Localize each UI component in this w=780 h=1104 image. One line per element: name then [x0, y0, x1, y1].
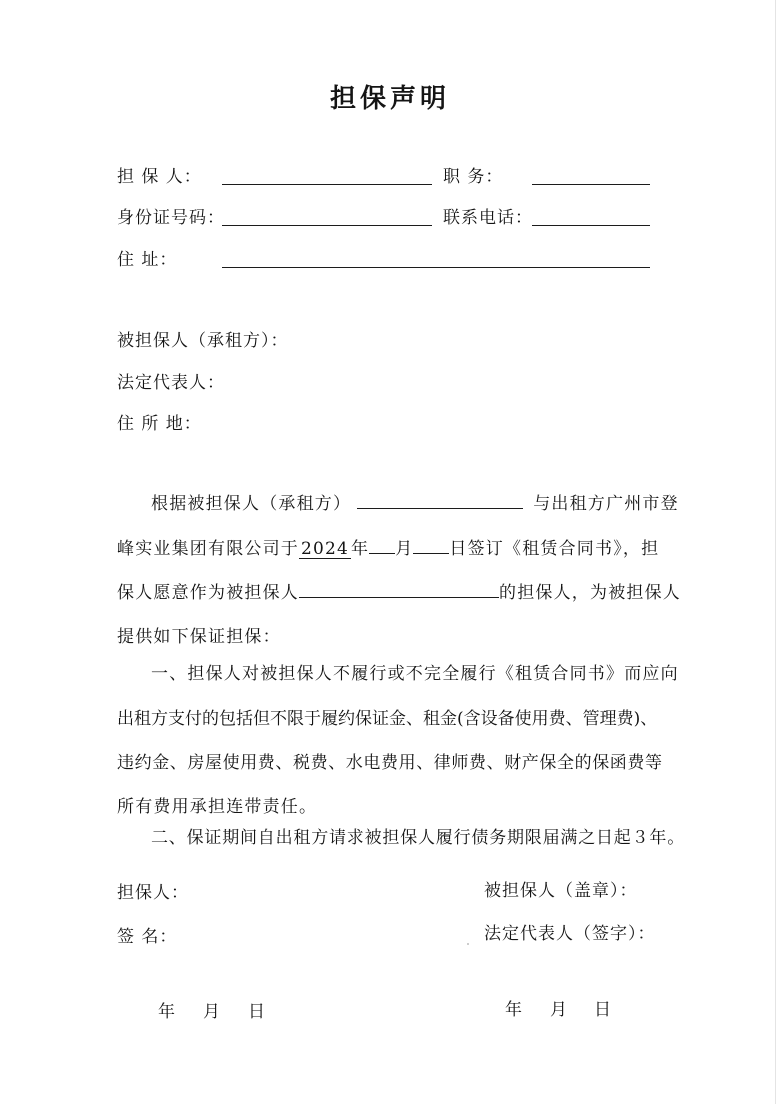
position-input-line — [532, 184, 650, 185]
signature-guaranteed-stamp-label: 被担保人（盖章）： — [484, 881, 638, 901]
paragraph-text: 与出租方广州市登 — [533, 494, 679, 514]
guarantor-label: 担 保 人： — [117, 167, 202, 187]
paragraph-text: 峰实业集团有限公司于 — [117, 539, 299, 559]
address-label: 住 址： — [117, 250, 178, 270]
paragraph-line — [151, 489, 679, 514]
address-input-line — [222, 267, 650, 268]
paragraph-text: 提供如下保证担保： — [117, 627, 281, 647]
document-title: 担保声明 — [329, 84, 450, 114]
phone-label: 联系电话： — [443, 208, 533, 228]
clause-line: 二、保证期间自出租方请求被担保人履行债务期限届满之日起３年。 — [151, 828, 685, 848]
paragraph-text: 年 — [351, 539, 370, 559]
right-date-month: 月 — [550, 1000, 568, 1020]
clause-line: 一、担保人对被担保人不履行或不完全履行《租赁合同书》而应向 — [151, 664, 679, 684]
clause-line: 出租方支付的包括但不限于履约保证金、租金(含设备使用费、管理费)、 — [117, 709, 658, 729]
day-blank — [413, 553, 449, 554]
paragraph-text: 根据被担保人（承租方） — [151, 494, 352, 514]
paragraph-text: 日签订《租赁合同书》，担 — [449, 539, 660, 559]
scan-edge-line — [775, 0, 776, 1104]
left-date-year: 年 — [158, 1002, 176, 1022]
phone-input-line — [532, 225, 650, 226]
guarantor-input-line — [222, 184, 432, 185]
paragraph-line — [117, 622, 281, 647]
signature-guarantor-label: 担保人： — [117, 883, 189, 903]
left-date-day: 日 — [248, 1002, 266, 1022]
paragraph-text: 月 — [395, 539, 414, 559]
left-date-month: 月 — [203, 1002, 221, 1022]
clause-line: 违约金、房屋使用费、税费、水电费用、律师费、财产保全的保函费等 — [117, 753, 663, 773]
month-blank — [369, 553, 395, 554]
guaranteed-party-label: 被担保人（承租方）： — [117, 331, 289, 351]
guaranteed-party-blank — [299, 597, 499, 598]
signature-legal-rep-label: 法定代表人（签字）： — [484, 924, 656, 944]
right-date-year: 年 — [505, 1000, 523, 1020]
position-label: 职 务： — [443, 167, 504, 187]
id-number-label: 身份证号码： — [117, 208, 225, 228]
signature-sign-label: 签 名： — [117, 927, 178, 947]
right-date-day: 日 — [594, 1000, 612, 1020]
paragraph-text: 保人愿意作为被担保人 — [117, 583, 299, 603]
paragraph-text: 的担保人，为被担保人 — [499, 583, 681, 603]
clause-line: 所有费用承担连带责任。 — [117, 797, 318, 817]
paragraph-line — [117, 534, 659, 559]
legal-rep-label: 法定代表人： — [117, 373, 225, 393]
paragraph-line — [117, 578, 681, 603]
id-number-input-line — [222, 225, 432, 226]
domicile-label: 住 所 地： — [117, 414, 202, 434]
year-blank: 2024 — [300, 539, 350, 559]
scan-speck — [467, 943, 469, 945]
tenant-name-blank — [357, 508, 523, 509]
